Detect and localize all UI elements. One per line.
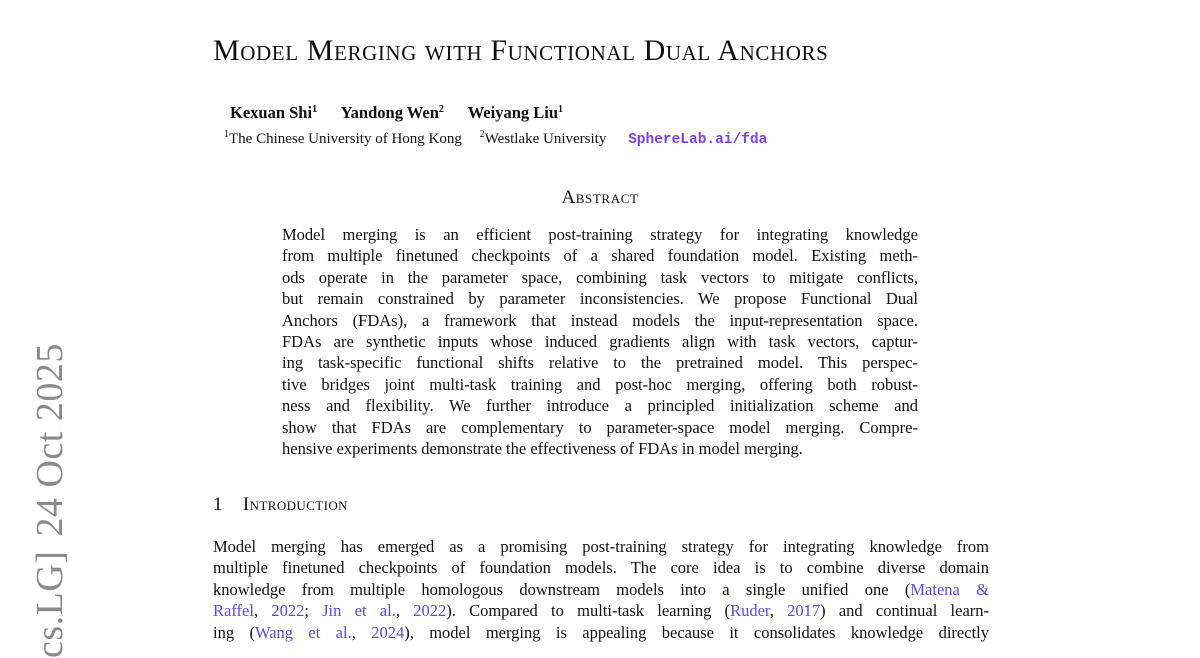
intro-line: multiple finetuned checkpoints of foundation models. The core idea is to combine diverse domain [213, 558, 989, 578]
citation-link[interactable]: Jin et al. [322, 601, 396, 621]
arxiv-date: 24 Oct 2025 [29, 343, 71, 537]
citation-link[interactable]: Matena & [910, 579, 990, 599]
author-2: Yandong Wen$^2$ [340, 103, 444, 122]
abstract-line: Anchors (FDAs), a framework that instead models the input-representation space. [282, 310, 918, 330]
section-title: Introduction [242, 494, 348, 515]
citation-link[interactable]: Raffel [213, 601, 254, 621]
abstract-line: ods operate in the parameter space, combining task vectors to mitigate conflicts, [282, 267, 918, 287]
introduction-body [213, 536, 989, 643]
citation-year-link[interactable]: 2022 [271, 601, 305, 621]
author-1: Kexuan Shi$^1$ [230, 103, 318, 122]
citation-year-link[interactable]: 2022 [413, 601, 447, 621]
affiliation-1: $^1$The Chinese University of Hong Kong [224, 129, 462, 147]
arxiv-category: cs.LG] [29, 550, 71, 658]
intro-line: ing (Wang et al., 2024), model merging is appealing because it consolidates knowledge directly [213, 622, 989, 642]
author-list [230, 103, 583, 123]
intro-line: Raffel, 2022; Jin et al., 2022). Compared to multi-task learning (Ruder, 2017) and continual learn- [213, 601, 990, 621]
paper-title: Model Merging with Functional Dual Anchors [213, 34, 829, 67]
abstract-line: Model merging is an efficient post-training strategy for integrating knowledge [282, 225, 918, 244]
abstract-line: from multiple finetuned checkpoints of a shared foundation model. Existing meth- [282, 246, 918, 266]
intro-line: knowledge from multiple homologous downstream models into a single unified one (Matena & [213, 579, 990, 599]
intro-line: Model merging has emerged as a promising post-training strategy for integrating knowledge from [213, 537, 989, 556]
abstract-body [282, 224, 918, 459]
abstract-line: ness and flexibility. We further introduce a principled initialization scheme and [282, 396, 918, 416]
citation-year-link[interactable]: 2017 [787, 601, 821, 621]
author-3: Weiyang Liu$^1$ [467, 103, 564, 122]
arxiv-side-stamp [28, 343, 72, 658]
section-number: 1 [213, 494, 223, 515]
section-heading-introduction [213, 494, 348, 516]
citation-year-link[interactable]: 2024 [371, 622, 405, 642]
abstract-line: FDAs are synthetic inputs whose induced gradients align with task vectors, captur- [282, 331, 918, 351]
affiliations [224, 129, 767, 148]
abstract-line: hensive experiments demonstrate the effectiveness of FDAs in model merging. [282, 438, 803, 458]
abstract-line: ing task-specific functional shifts relative to the pretrained model. This perspec- [282, 353, 918, 373]
citation-link[interactable]: Wang et al. [254, 622, 352, 642]
affiliation-2: $^2$Westlake University [479, 129, 607, 147]
abstract-heading: Abstract [561, 187, 639, 208]
abstract-line: tive bridges joint multi-task training and post-hoc merging, offering both robust- [282, 374, 918, 394]
project-link[interactable]: SphereLab.ai/fda [628, 132, 768, 148]
abstract-line: but remain constrained by parameter inconsistencies. We propose Functional Dual [282, 289, 918, 309]
citation-link[interactable]: Ruder [730, 601, 770, 621]
abstract-line: show that FDAs are complementary to parameter-space model merging. Compre- [282, 417, 918, 437]
